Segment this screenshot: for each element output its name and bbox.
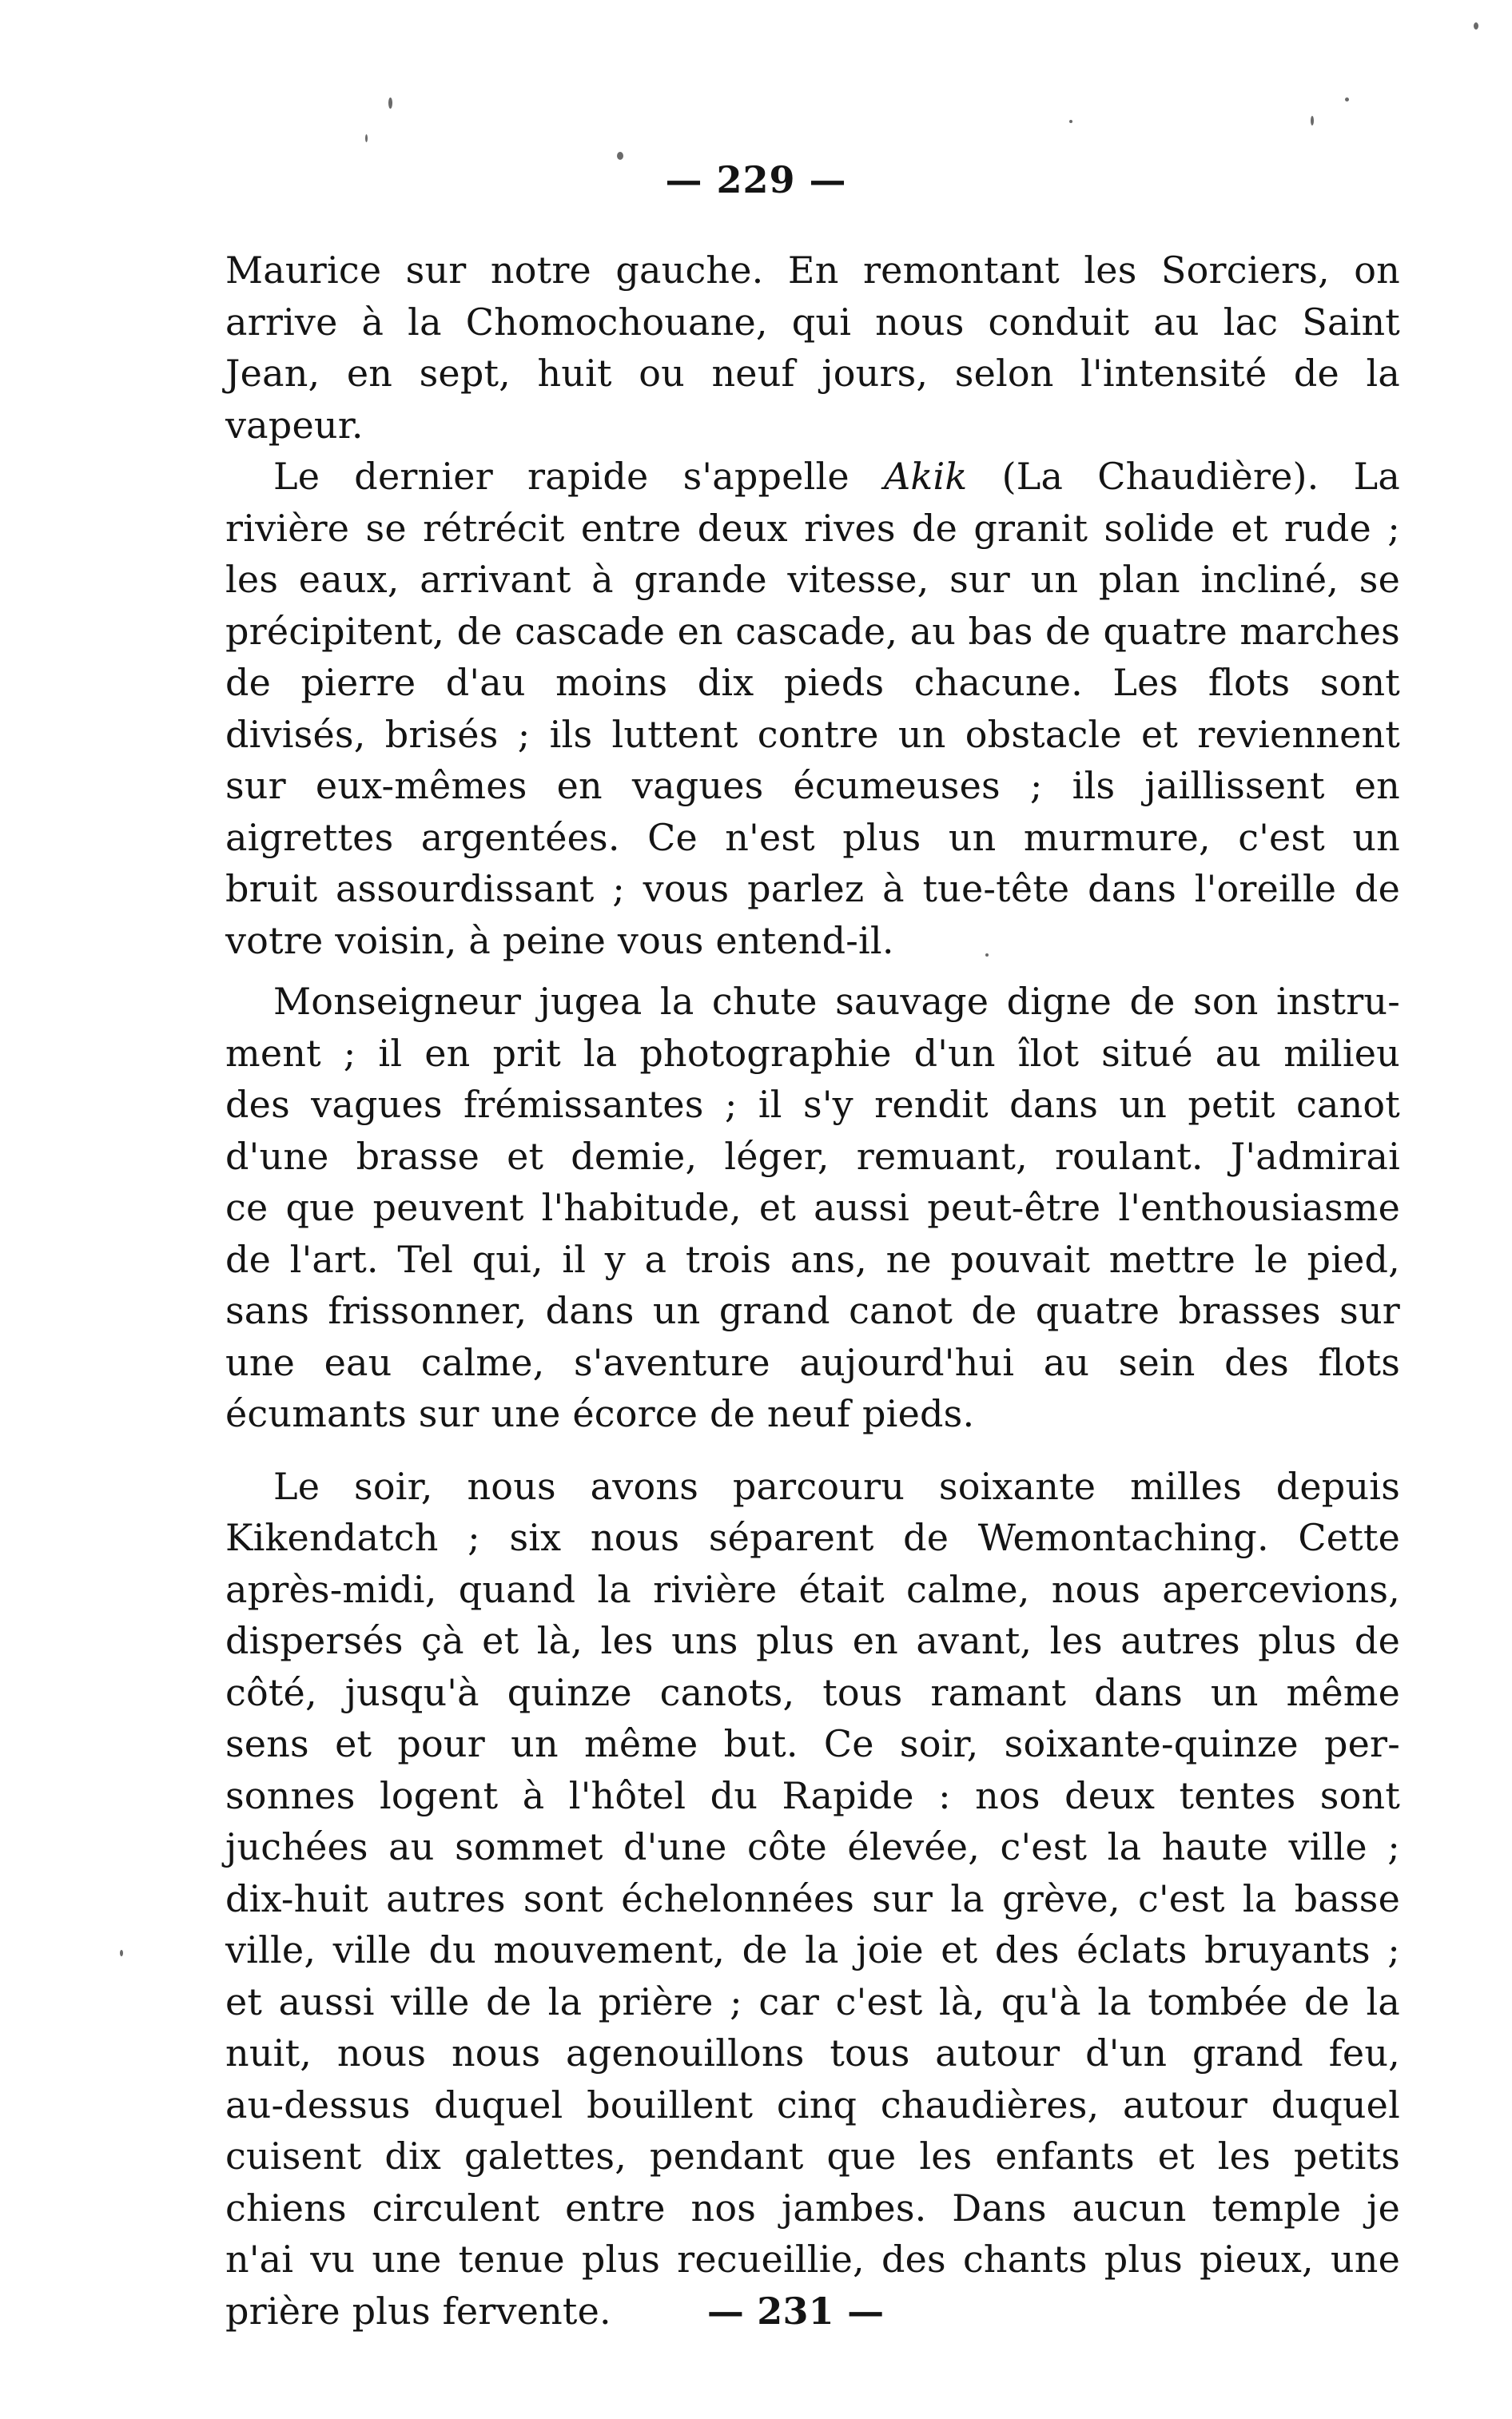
text-line: n'ai vu une tenue plus recueillie, des chants plus pieux, une	[225, 2238, 1400, 2281]
text-line: dispersés çà et là, les uns plus en avant, les autres plus de	[225, 1619, 1400, 1662]
text-line: Maurice sur notre gauche. En remontant les Sorciers, on	[225, 249, 1400, 292]
text-line: de l'art. Tel qui, il y a trois ans, ne pouvait mettre le pied,	[225, 1237, 1400, 1281]
text-line	[225, 2286, 1400, 2337]
text-line: d'une brasse et demie, léger, remuant, roulant. J'admirai	[225, 1134, 1400, 1178]
scan-speck	[1069, 120, 1072, 123]
rapid-name: Akik	[884, 455, 968, 498]
text-line: et aussi ville de la prière ; car c'est là, qu'à la tombée de la	[225, 1979, 1400, 2023]
text-line: des vagues frémissantes ; il s'y rendit dans un petit canot	[225, 1083, 1400, 1126]
text-line: sur eux-mêmes en vagues écumeuses ; ils jaillissent en	[225, 764, 1400, 807]
text-line: écumants sur une écorce de neuf pieds.	[225, 1392, 975, 1435]
next-page-marker: — 231 —	[706, 2289, 885, 2333]
text-line: cuisent dix galettes, pendant que les enfants et les petits	[225, 2135, 1400, 2178]
text-line: Jean, en sept, huit ou neuf jours, selon l'intensité de la	[225, 352, 1400, 395]
paragraph	[225, 1461, 1400, 2337]
text-line: aigrettes argentées. Ce n'est plus un murmure, c'est un	[225, 815, 1400, 859]
text-line: côté, jusqu'à quinze canots, tous ramant dans un même	[225, 1670, 1400, 1714]
text-line: sonnes logent à l'hôtel du Rapide : nos deux tentes sont	[225, 1773, 1400, 1817]
text-line: après-midi, quand la rivière était calme, nous apercevions,	[225, 1567, 1400, 1611]
text-line: votre voisin, à peine vous entend-il.	[225, 918, 894, 962]
text-line: de pierre d'au moins dix pieds chacune. Les flots sont	[225, 661, 1400, 704]
scan-speck	[388, 97, 392, 109]
scan-speck	[1311, 116, 1314, 125]
text-line: au-dessus duquel bouillent cinq chaudières, autour duquel	[225, 2083, 1400, 2127]
text-line: les eaux, arrivant à grande vitesse, sur un plan incliné, se	[225, 558, 1400, 601]
text-line: Le dernier rapide s'appelle Akik (La Chaudière). La	[273, 455, 1401, 498]
scan-speck	[1474, 22, 1478, 30]
text-line: chiens circulent entre nos jambes. Dans aucun temple je	[225, 2186, 1400, 2230]
paragraph	[225, 245, 1400, 451]
text-line: Monseigneur jugea la chute sauvage digne de son instru-	[273, 980, 1400, 1023]
scan-speck	[120, 1950, 123, 1956]
text-line: sens et pour un même but. Ce soir, soixante-quinze per-	[225, 1722, 1400, 1765]
body-text	[225, 245, 1400, 2337]
text-line: sans frissonner, dans un grand canot de quatre brasses sur	[225, 1289, 1400, 1332]
scan-speck	[365, 134, 368, 142]
text-line: vapeur.	[225, 403, 364, 447]
scan-speck	[1345, 97, 1349, 101]
text-line: nuit, nous nous agenouillons tous autour d'un grand feu,	[225, 2031, 1400, 2075]
text-line: juchées au sommet d'une côte élevée, c'est la haute ville ;	[225, 1825, 1400, 1868]
final-line-text: prière plus fervente.	[225, 2289, 611, 2333]
paragraph	[225, 451, 1400, 966]
text-line: ville, ville du mouvement, de la joie et des éclats bruyants ;	[225, 1928, 1400, 1971]
text-line: divisés, brisés ; ils luttent contre un obstacle et reviennent	[225, 712, 1400, 756]
text-line: ce que peuvent l'habitude, et aussi peut-être l'enthousiasme	[225, 1186, 1400, 1229]
text-line: dix-huit autres sont échelonnées sur la grève, c'est la basse	[225, 1876, 1400, 1920]
text-line: une eau calme, s'aventure aujourd'hui au sein des flots	[225, 1340, 1400, 1384]
text-line: rivière se rétrécit entre deux rives de granit solide et rude ;	[225, 506, 1400, 550]
text-line: ment ; il en prit la photographie d'un îlot situé au milieu	[225, 1031, 1400, 1075]
paragraph	[225, 976, 1400, 1440]
text-line: précipitent, de cascade en cascade, au bas de quatre marches	[225, 609, 1400, 653]
text-line: arrive à la Chomochouane, qui nous conduit au lac Saint	[225, 300, 1400, 344]
text-line: Kikendatch ; six nous séparent de Wemontaching. Cette	[225, 1516, 1400, 1559]
text-line: bruit assourdissant ; vous parlez à tue-tête dans l'oreille de	[225, 867, 1400, 910]
text-line: Le soir, nous avons parcouru soixante milles depuis	[273, 1464, 1400, 1508]
page-number: — 229 —	[665, 158, 847, 201]
